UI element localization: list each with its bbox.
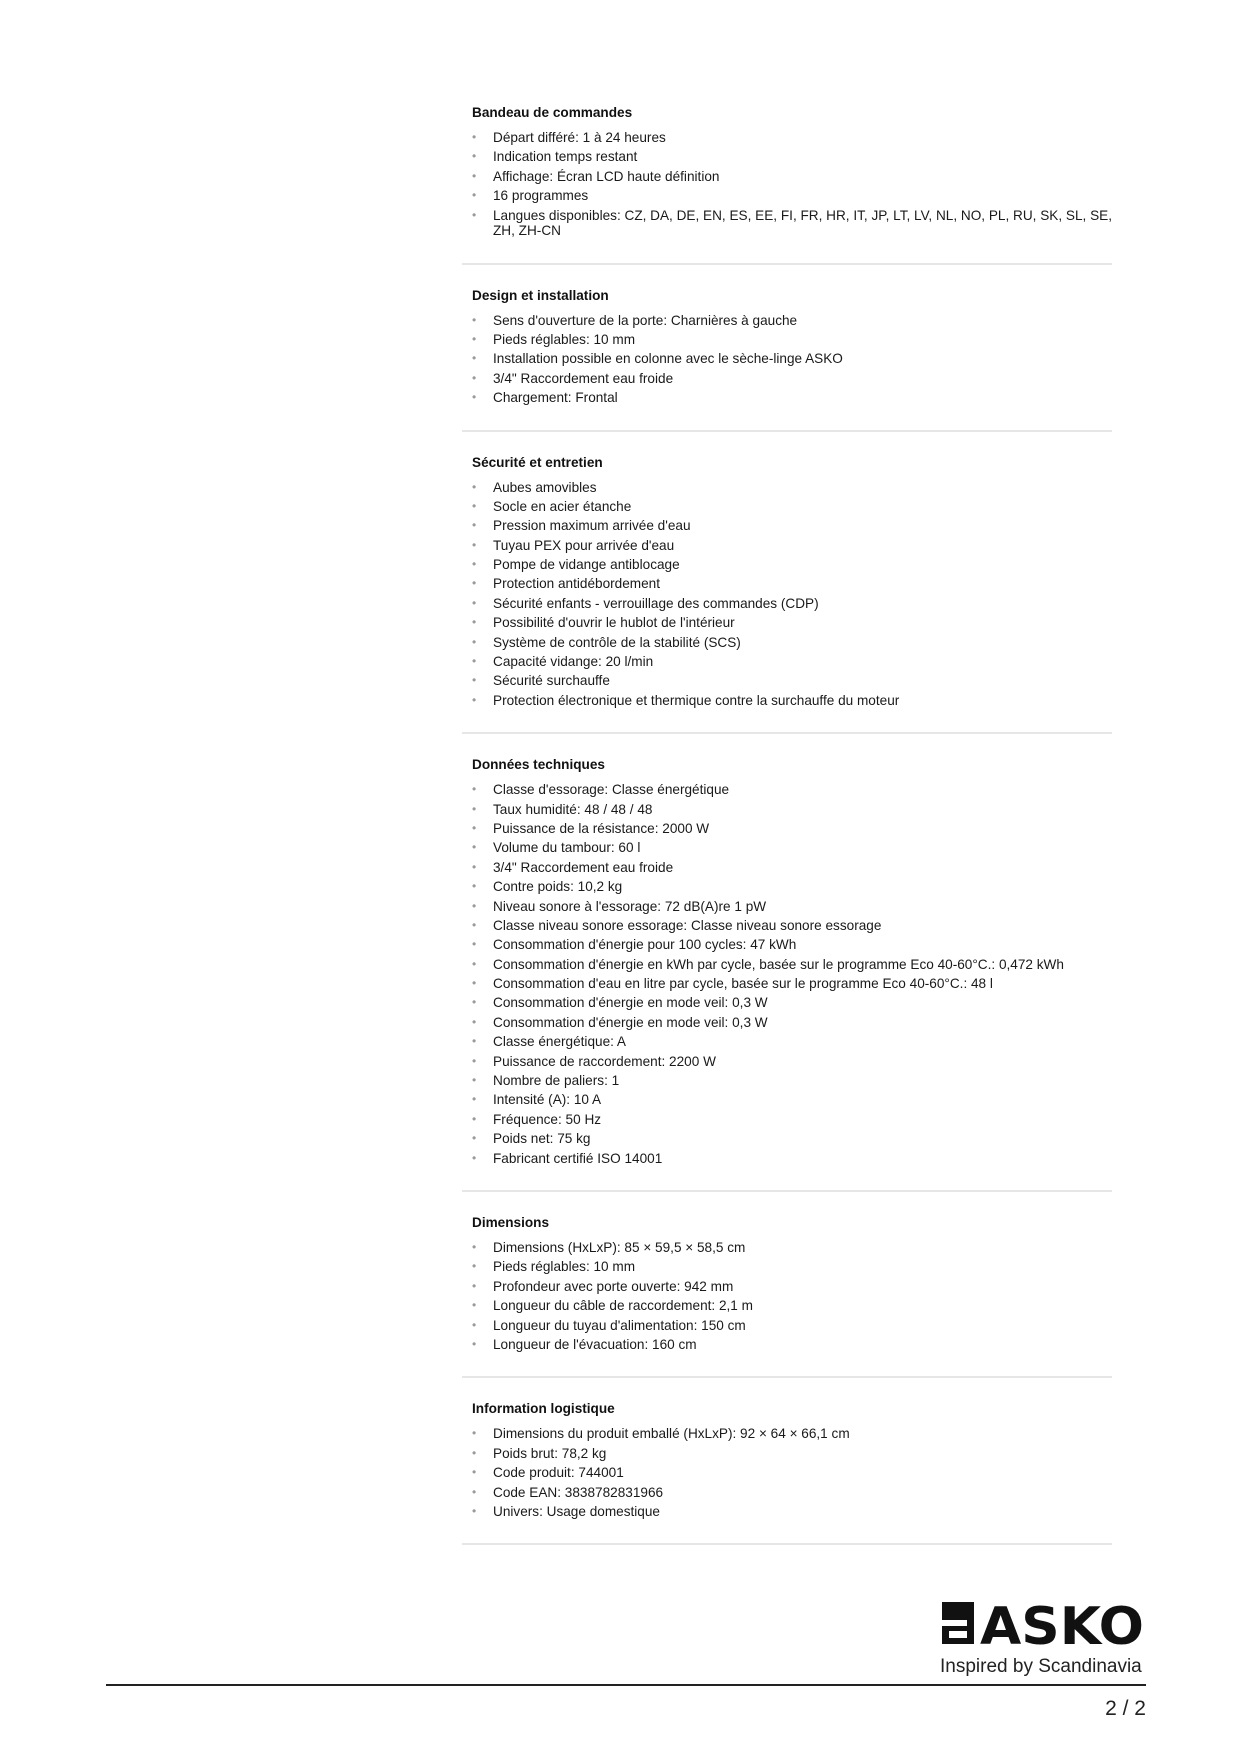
bullet-icon: • [472, 859, 477, 874]
spec-item-text: Profondeur avec porte ouverte: 942 mm [493, 1278, 734, 1294]
spec-item-text: Nombre de paliers: 1 [493, 1073, 620, 1089]
spec-item-text: 3/4" Raccordement eau froide [493, 859, 674, 875]
spec-item-text: Indication temps restant [493, 149, 638, 165]
bullet-icon: • [472, 390, 477, 405]
spec-item [472, 1240, 1112, 1256]
spec-section [462, 1378, 1112, 1545]
brand-block [940, 1600, 1150, 1678]
spec-item [472, 957, 1112, 973]
spec-item [472, 390, 1112, 406]
spec-item-text: Capacité vidange: 20 l/min [493, 654, 654, 670]
spec-item [472, 976, 1112, 992]
spec-list [472, 782, 1112, 1166]
spec-item-text: Classe énergétique: A [493, 1034, 627, 1050]
spec-item-text: Longueur du câble de raccordement: 2,1 m [493, 1298, 753, 1314]
spec-item-text: Consommation d'énergie pour 100 cycles: 47 kWh [493, 937, 797, 953]
section-title: Design et installation [472, 287, 609, 303]
bullet-icon: • [472, 937, 477, 952]
spec-item [472, 1279, 1112, 1295]
tagline: Inspired by Scandinavia [940, 1656, 1142, 1677]
spec-item [472, 169, 1112, 185]
bullet-icon: • [472, 1445, 477, 1460]
bullet-icon: • [472, 1073, 477, 1088]
bullet-icon: • [472, 1298, 477, 1313]
spec-item-text: Code EAN: 3838782831966 [493, 1484, 664, 1500]
spec-content [462, 96, 1112, 1545]
spec-item-text: Pieds réglables: 10 mm [493, 331, 636, 347]
bullet-icon: • [472, 188, 477, 203]
spec-item [472, 130, 1112, 146]
bullet-icon: • [472, 654, 477, 669]
spec-item [472, 860, 1112, 876]
bullet-icon: • [472, 1278, 477, 1293]
spec-item-text: Volume du tambour: 60 l [493, 840, 641, 856]
spec-section [462, 96, 1112, 265]
spec-item [472, 1298, 1112, 1314]
spec-item [472, 840, 1112, 856]
spec-item-text: Départ différé: 1 à 24 heures [493, 130, 666, 145]
spec-item-text: Tuyau PEX pour arrivée d'eau [493, 537, 675, 553]
spec-item-text: Consommation d'énergie en kWh par cycle, basée sur le programme Eco 40-60°C.: 0,472 kWh [493, 956, 1064, 972]
spec-item [472, 1151, 1112, 1167]
spec-item-text: 3/4" Raccordement eau froide [493, 370, 674, 386]
bullet-icon: • [472, 331, 477, 346]
bullet-icon: • [472, 1336, 477, 1351]
spec-item [472, 518, 1112, 534]
spec-item-text: Puissance de la résistance: 2000 W [493, 820, 710, 836]
spec-item-text: Affichage: Écran LCD haute définition [493, 168, 720, 184]
bullet-icon: • [472, 1053, 477, 1068]
section-title: Données techniques [472, 757, 605, 773]
spec-item [472, 332, 1112, 348]
bullet-icon: • [472, 1259, 477, 1274]
spec-item-text: Sécurité enfants - verrouillage des commandes (CDP) [493, 595, 819, 611]
asko-logo [940, 1600, 1146, 1646]
bullet-icon: • [472, 820, 477, 835]
spec-item-text: Pression maximum arrivée d'eau [493, 518, 691, 534]
spec-item [472, 1318, 1112, 1334]
spec-item-text: Classe niveau sonore essorage: Classe niveau sonore essorage [493, 917, 882, 933]
spec-item [472, 1259, 1112, 1275]
spec-item [472, 937, 1112, 953]
spec-section [462, 265, 1112, 432]
spec-item-text: Taux humidité: 48 / 48 / 48 [493, 801, 653, 817]
bullet-icon: • [472, 595, 477, 610]
spec-item-text: 16 programmes [493, 188, 589, 204]
bullet-icon: • [472, 130, 477, 144]
spec-item [472, 1054, 1112, 1070]
spec-item [472, 635, 1112, 651]
spec-item [472, 188, 1112, 204]
bullet-icon: • [472, 207, 477, 222]
spec-item-text: Dimensions du produit emballé (HxLxP): 92 × 64 × 66,1 cm [493, 1426, 850, 1442]
spec-item-text: Pompe de vidange antiblocage [493, 557, 680, 573]
spec-item-text: Contre poids: 10,2 kg [493, 879, 623, 895]
spec-item [472, 480, 1112, 496]
bullet-icon: • [472, 1092, 477, 1107]
spec-item-text: Sens d'ouverture de la porte: Charnières à gauche [493, 312, 798, 328]
spec-item [472, 499, 1112, 515]
spec-item [472, 782, 1112, 798]
asko-mark-icon [942, 1602, 974, 1644]
spec-item [472, 538, 1112, 554]
section-title: Information logistique [472, 1401, 615, 1417]
bullet-icon: • [472, 557, 477, 572]
bullet-icon: • [472, 518, 477, 533]
bullet-icon: • [472, 1034, 477, 1049]
bullet-icon: • [472, 149, 477, 164]
section-title: Bandeau de commandes [472, 105, 633, 120]
bullet-icon: • [472, 995, 477, 1010]
spec-item-text: Longueur de l'évacuation: 160 cm [493, 1336, 697, 1352]
bullet-icon: • [472, 1317, 477, 1332]
spec-item-text: Consommation d'énergie en mode veil: 0,3 W [493, 1014, 768, 1030]
spec-item-text: Sécurité surchauffe [493, 673, 610, 689]
spec-item [472, 995, 1112, 1011]
spec-item [472, 918, 1112, 934]
spec-item [472, 1112, 1112, 1128]
page-number: 2 / 2 [1105, 1697, 1146, 1720]
spec-item [472, 1504, 1112, 1520]
spec-item [472, 693, 1112, 709]
bullet-icon: • [472, 801, 477, 816]
spec-item [472, 1465, 1112, 1481]
spec-list [472, 313, 1112, 406]
spec-item [472, 313, 1112, 329]
spec-item [472, 1015, 1112, 1031]
bullet-icon: • [472, 1014, 477, 1029]
spec-item-text: Fréquence: 50 Hz [493, 1111, 602, 1127]
section-title: Sécurité et entretien [472, 454, 603, 470]
spec-item [472, 673, 1112, 689]
spec-item [472, 576, 1112, 592]
spec-item-text: Longueur du tuyau d'alimentation: 150 cm [493, 1317, 746, 1333]
bullet-icon: • [472, 576, 477, 591]
bullet-icon: • [472, 1131, 477, 1146]
spec-item [472, 802, 1112, 818]
bullet-icon: • [472, 1150, 477, 1165]
spec-item-text: Protection électronique et thermique contre la surchauffe du moteur [493, 692, 900, 708]
bullet-icon: • [472, 840, 477, 855]
spec-list [472, 480, 1112, 709]
spec-item-text: Installation possible en colonne avec le sèche-linge ASKO [493, 351, 843, 367]
bullet-icon: • [472, 879, 477, 894]
bullet-icon: • [472, 537, 477, 552]
bullet-icon: • [472, 312, 477, 327]
spec-item [472, 1485, 1112, 1501]
spec-item [472, 596, 1112, 612]
spec-item [472, 371, 1112, 387]
spec-section [462, 432, 1112, 735]
spec-item [472, 1092, 1112, 1108]
bullet-icon: • [472, 956, 477, 971]
spec-item [472, 1131, 1112, 1147]
spec-item [472, 615, 1112, 631]
spec-item [472, 821, 1112, 837]
spec-item [472, 1337, 1112, 1353]
bullet-icon: • [472, 498, 477, 513]
spec-item-text: Puissance de raccordement: 2200 W [493, 1053, 716, 1069]
spec-section [462, 734, 1112, 1192]
spec-item [472, 1426, 1112, 1442]
section-title: Dimensions [472, 1215, 550, 1230]
bullet-icon: • [472, 1503, 477, 1518]
bullet-icon: • [472, 1240, 477, 1254]
spec-list [472, 1240, 1112, 1353]
spec-item-text: Intensité (A): 10 A [493, 1092, 602, 1108]
bullet-icon: • [472, 673, 477, 688]
spec-item [472, 1034, 1112, 1050]
spec-item-text: Pieds réglables: 10 mm [493, 1259, 636, 1275]
spec-item-text: Dimensions (HxLxP): 85 × 59,5 × 58,5 cm [493, 1240, 746, 1255]
spec-item-text: Aubes amovibles [493, 479, 597, 495]
spec-item-text: Chargement: Frontal [493, 390, 618, 406]
spec-item [472, 879, 1112, 895]
spec-item-text: Poids brut: 78,2 kg [493, 1445, 607, 1461]
spec-item-text: Fabricant certifié ISO 14001 [493, 1150, 663, 1166]
bullet-icon: • [472, 976, 477, 991]
spec-item [472, 1446, 1112, 1462]
bullet-icon: • [472, 917, 477, 932]
spec-item-text: Niveau sonore à l'essorage: 72 dB(A)re 1 pW [493, 898, 767, 914]
spec-list [472, 130, 1112, 239]
bullet-icon: • [472, 692, 477, 707]
bullet-icon: • [472, 1111, 477, 1126]
spec-item [472, 351, 1112, 367]
spec-list [472, 1426, 1112, 1519]
bullet-icon: • [472, 479, 477, 494]
bullet-icon: • [472, 898, 477, 913]
spec-item-text: Classe d'essorage: Classe énergétique [493, 782, 730, 798]
spec-item [472, 557, 1112, 573]
spec-item-text: Code produit: 744001 [493, 1465, 624, 1481]
bullet-icon: • [472, 351, 477, 366]
footer-divider [106, 1684, 1146, 1686]
spec-item-text: Protection antidébordement [493, 576, 661, 592]
spec-item-text: Poids net: 75 kg [493, 1131, 591, 1147]
spec-item [472, 654, 1112, 670]
bullet-icon: • [472, 168, 477, 183]
spec-item-text: Consommation d'énergie en mode veil: 0,3 W [493, 995, 768, 1011]
spec-item-text: Langues disponibles: CZ, DA, DE, EN, ES, EE, FI, FR, HR, IT, JP, LT, LV, NL, NO, PL, RU, SK, SL, SE, ZH, ZH-CN [493, 207, 1112, 239]
bullet-icon: • [472, 634, 477, 649]
spec-item-text: Possibilité d'ouvrir le hublot de l'intérieur [493, 615, 735, 631]
spec-item-text: Système de contrôle de la stabilité (SCS) [493, 634, 741, 650]
bullet-icon: • [472, 1484, 477, 1499]
spec-item-text: Univers: Usage domestique [493, 1503, 660, 1519]
spec-item [472, 899, 1112, 915]
spec-item [472, 208, 1112, 239]
logo-text: ASKO [980, 1600, 1144, 1646]
spec-item-text: Consommation d'eau en litre par cycle, basée sur le programme Eco 40-60°C.: 48 l [493, 976, 993, 992]
spec-item [472, 1073, 1112, 1089]
spec-item [472, 149, 1112, 165]
bullet-icon: • [472, 1465, 477, 1480]
bullet-icon: • [472, 370, 477, 385]
spec-item-text: Socle en acier étanche [493, 498, 632, 514]
bullet-icon: • [472, 1426, 477, 1441]
bullet-icon: • [472, 615, 477, 630]
spec-section [462, 1192, 1112, 1378]
bullet-icon: • [472, 782, 477, 797]
